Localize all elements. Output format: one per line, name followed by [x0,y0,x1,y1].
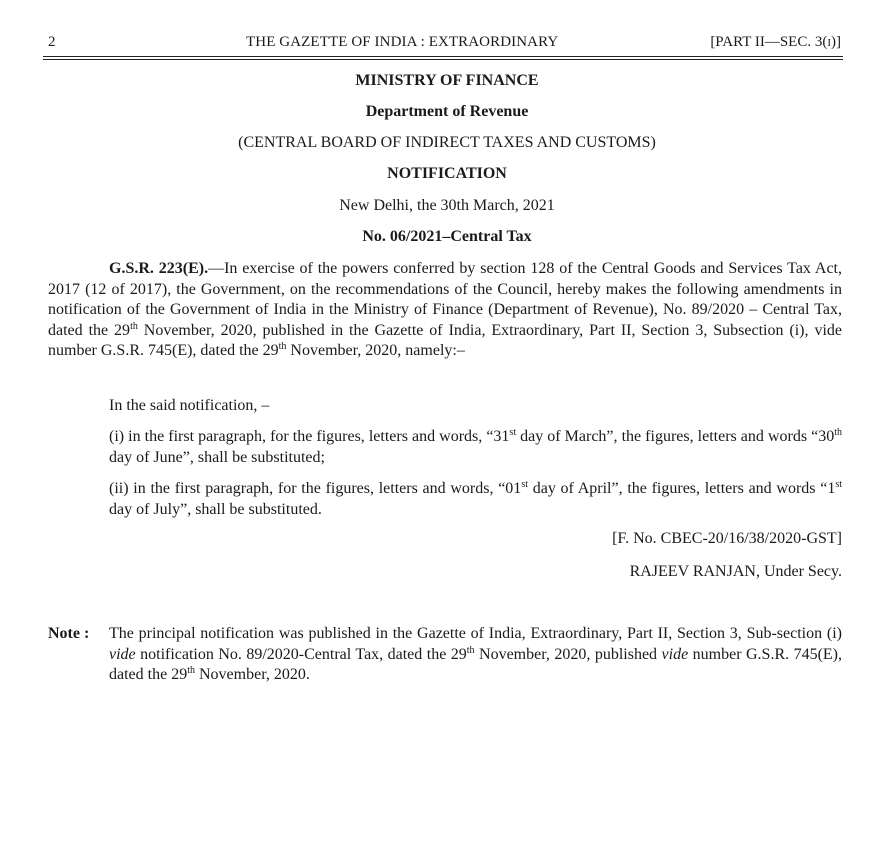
notification-heading: NOTIFICATION [387,165,507,182]
header-rule-bottom [43,59,843,60]
note-label: Note : [48,625,90,642]
ministry-heading: MINISTRY OF FINANCE [355,72,539,89]
amendment-i: (i) in the first paragraph, for the figures, letters and words, “31st day of March”, the figures, letters and words “30th day of June”, shall be substituted; [109,427,842,466]
department-heading: Department of Revenue [365,103,529,120]
page-number: 2 [48,34,56,50]
part-section: [PART II—SEC. 3(i)] [710,34,841,50]
gsr-number: G.S.R. 223(E). [109,260,209,277]
note-text: The principal notification was published in the Gazette of India, Extraordinary, Part II, Section 3, Sub-section (i) vide notification No. 89/2020-Central Tax, dated the 29th November, 2020, published vide number G.S.R. 745(E), dated the 29th November, 2020. [109,625,843,683]
preamble-paragraph: G.S.R. 223(E).—In exercise of the powers conferred by section 128 of the Central Goods and Services Tax Act, 2017 (12 of 2017), the Government, on the recommendations of the Council, hereby makes the following amendments in notification of the Government of India in the Ministry of Finance (Department of Revenue), No. 89/2020 – Central Tax, dated the 29th November, 2020, published in the Gazette of India, Extraordinary, Part II, Section 3, Subsection (i), vide number G.S.R. 745(E), dated the 29th November, 2020, namely:– [48,260,843,359]
header-rule-top [43,56,843,57]
gazette-header [48,34,841,54]
signatory: RAJEEV RANJAN, Under Secy. [629,563,842,580]
place-date: New Delhi, the 30th March, 2021 [339,197,555,214]
amendment-ii: (ii) in the first paragraph, for the figures, letters and words, “01st day of April”, the figures, letters and words “1st day of July”, shall be substituted. [109,479,842,518]
note-block [48,624,842,686]
file-number: [F. No. CBEC-20/16/38/2020-GST] [612,530,842,547]
intro-line: In the said notification, – [109,397,270,414]
board-heading: (CENTRAL BOARD OF INDIRECT TAXES AND CUSTOMS) [238,134,656,151]
notification-number: No. 06/2021–Central Tax [362,228,532,245]
gazette-title: THE GAZETTE OF INDIA : EXTRAORDINARY [246,34,559,50]
